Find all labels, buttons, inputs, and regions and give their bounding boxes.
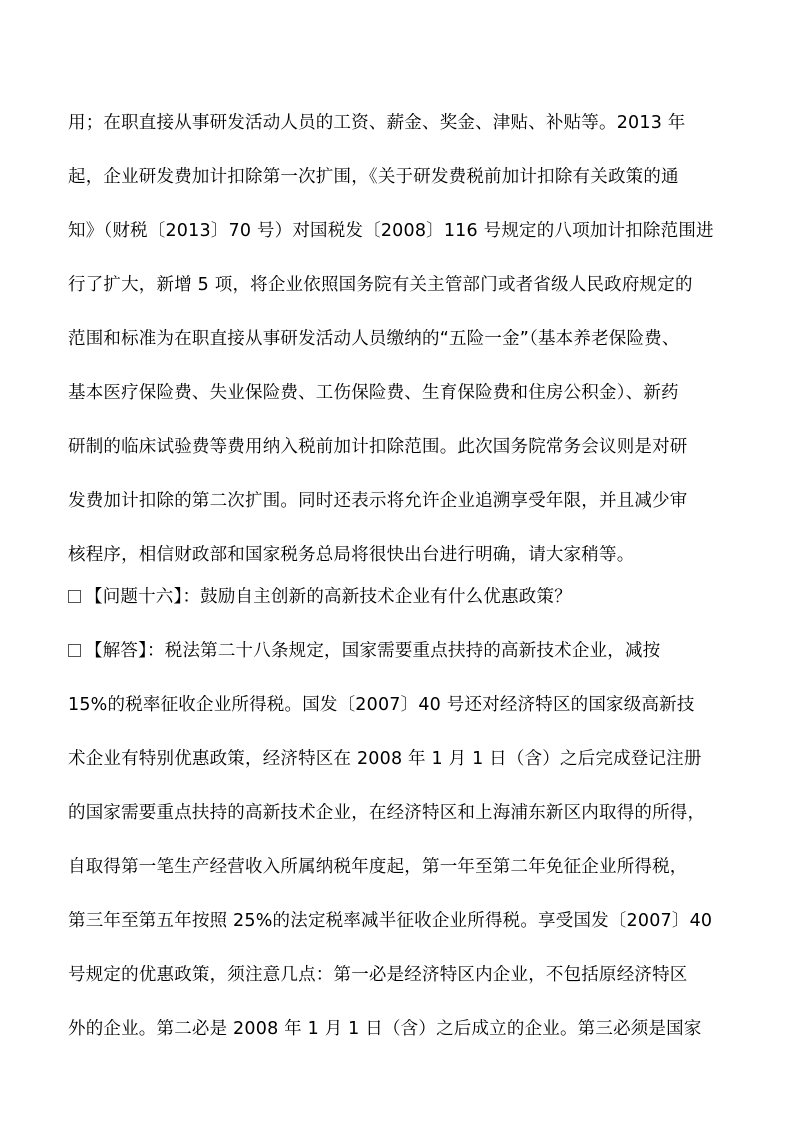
paragraph-line: 研制的临床试验费等费用纳入税前加计扣除范围。此次国务院常务会议则是对研 [68,437,688,457]
paragraph-line: 第三年至第五年按照 25%的法定税率减半征收企业所得税。享受国发〔2007〕40 [68,911,713,931]
paragraph-line: 的国家需要重点扶持的高新技术企业，在经济特区和上海浦东新区内取得的所得， [68,803,706,823]
paragraph-line: 用；在职直接从事研发活动人员的工资、薪金、奖金、津贴、补贴等。2013 年 [68,113,686,133]
paragraph-line: 基本医疗保险费、失业保险费、工伤保险费、生育保险费和住房公积金）、新药 [68,383,679,403]
paragraph-line: 行了扩大，新增 5 项，将企业依照国务院有关主管部门或者省级人民政府规定的 [68,275,693,295]
paragraph-line: 外的企业。第二必是 2008 年 1 月 1 日（含）之后成立的企业。第三必须是国家 [68,1019,702,1039]
paragraph-line: 术企业有特别优惠政策，经济特区在 2008 年 1 月 1 日（含）之后完成登记注册 [68,749,702,769]
question-text: 【问题十六】：鼓励自主创新的高新技术企业有什么优惠政策？ [85,587,572,607]
paragraph-line: 范围和标准为在职直接从事研发活动人员缴纳的“五险一金”（基本养老保险费、 [68,329,680,349]
checkbox-square-icon [68,644,81,657]
paragraph-line: 发费加计扣除的第二次扩围。同时还表示将允许企业追溯享受年限，并且减少审 [68,491,688,511]
question-heading [68,584,738,610]
checkbox-square-icon [68,590,81,603]
paragraph-line: 核程序，相信财政部和国家税务总局将很快出台进行明确，请大家稍等。 [68,545,635,565]
paragraph-line: 号规定的优惠政策，须注意几点：第一必是经济特区内企业，不包括原经济特区 [68,965,688,985]
answer-text: 【解答】：税法第二十八条规定，国家需要重点扶持的高新技术企业，减按 [85,641,661,661]
paragraph-line: 15%的税率征收企业所得税。国发〔2007〕40 号还对经济特区的国家级高新技 [68,695,695,715]
answer-heading [68,638,738,664]
paragraph-line: 知》（财税〔2013〕70 号）对国税发〔2008〕116 号规定的八项加计扣除范围进 [68,221,714,241]
paragraph-line: 起，企业研发费加计扣除第一次扩围，《关于研发费税前加计扣除有关政策的通 [68,167,679,187]
paragraph-line: 自取得第一笔生产经营收入所属纳税年度起，第一年至第二年免征企业所得税， [68,857,688,877]
